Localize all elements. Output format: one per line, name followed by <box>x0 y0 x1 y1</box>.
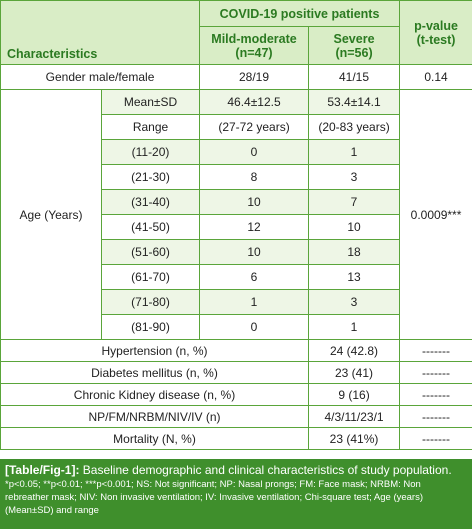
header-severe: Severe (n=56) <box>309 27 400 65</box>
cell-p: ------- <box>400 362 472 384</box>
cell-sub: (11-20) <box>102 140 200 165</box>
caption-title <box>5 463 467 478</box>
caption-tag: [Table/Fig-1]: <box>5 463 80 477</box>
cell-mild: 28/19 <box>200 65 309 90</box>
cell-severe: 53.4±14.1 <box>309 90 400 115</box>
cell-mild: 8 <box>200 165 309 190</box>
cell-severe: 1 <box>309 140 400 165</box>
cell-severe: 7 <box>309 190 400 215</box>
caption-title-text: Baseline demographic and clinical characteristics of study population. <box>82 463 452 477</box>
cell-p: ------- <box>400 406 472 428</box>
cell-p: 0.14 <box>400 65 472 90</box>
cell-severe: 18 <box>309 240 400 265</box>
cell-severe: 3 <box>309 290 400 315</box>
cell-mild: 12 <box>200 215 309 240</box>
table-row <box>1 90 472 115</box>
table-row <box>1 65 472 90</box>
cell-severe: 9 (16) <box>309 384 400 406</box>
cell-sub: (31-40) <box>102 190 200 215</box>
cell-p-age: 0.0009*** <box>400 90 472 340</box>
cell-sub: (71-80) <box>102 290 200 315</box>
cell-mild: 10 <box>200 190 309 215</box>
cell-sub: (21-30) <box>102 165 200 190</box>
cell-mild: (27-72 years) <box>200 115 309 140</box>
cell-mild: 6 <box>200 265 309 290</box>
cell-mild: 0 <box>200 315 309 340</box>
cell-severe: (20-83 years) <box>309 115 400 140</box>
caption-notes: *p<0.05; **p<0.01; ***p<0.001; NS: Not significant; NP: Nasal prongs; FM: Face mask; NRBM: Non rebreather mask; NIV: Non invasive ventilation; IV: Invasive ventilation; Chi-square test; Age (years) (Mean±SD) and range <box>5 479 424 516</box>
cell-severe: 4/3/11/23/1 <box>309 406 400 428</box>
cell-sub: (51-60) <box>102 240 200 265</box>
cell-p: ------- <box>400 428 472 450</box>
table-row <box>1 362 472 384</box>
header-covid-group: COVID-19 positive patients <box>200 1 400 27</box>
cell-mild: 0 <box>200 140 309 165</box>
table-row <box>1 428 472 450</box>
table-row <box>1 406 472 428</box>
cell-severe: 10 <box>309 215 400 240</box>
cell-p: ------- <box>400 340 472 362</box>
row-label: Mortality (N, %) <box>1 428 309 450</box>
cell-sub: Range <box>102 115 200 140</box>
header-p-value: p-value (t-test) <box>400 1 472 65</box>
header-mild-moderate: Mild-moderate (n=47) <box>200 27 309 65</box>
cell-severe: 23 (41) <box>309 362 400 384</box>
cell-mild: 1 <box>200 290 309 315</box>
table-caption <box>0 459 472 529</box>
cell-severe: 41/15 <box>309 65 400 90</box>
cell-p: ------- <box>400 384 472 406</box>
cell-severe: 23 (41%) <box>309 428 400 450</box>
cell-sub: Mean±SD <box>102 90 200 115</box>
row-label: Diabetes mellitus (n, %) <box>1 362 309 384</box>
cell-severe: 13 <box>309 265 400 290</box>
table-row <box>1 384 472 406</box>
table-row <box>1 340 472 362</box>
cell-severe: 1 <box>309 315 400 340</box>
cell-sub: (81-90) <box>102 315 200 340</box>
header-characteristics: Characteristics <box>1 1 200 65</box>
cell-mild: 10 <box>200 240 309 265</box>
row-label: Chronic Kidney disease (n, %) <box>1 384 309 406</box>
row-label: Hypertension (n, %) <box>1 340 309 362</box>
cell-severe: 24 (42.8) <box>309 340 400 362</box>
row-label-age: Age (Years) <box>1 90 102 340</box>
cell-sub: (61-70) <box>102 265 200 290</box>
cell-sub: (41-50) <box>102 215 200 240</box>
cell-severe: 3 <box>309 165 400 190</box>
cell-mild: 46.4±12.5 <box>200 90 309 115</box>
row-label: NP/FM/NRBM/NIV/IV (n) <box>1 406 309 428</box>
row-label: Gender male/female <box>1 65 200 90</box>
